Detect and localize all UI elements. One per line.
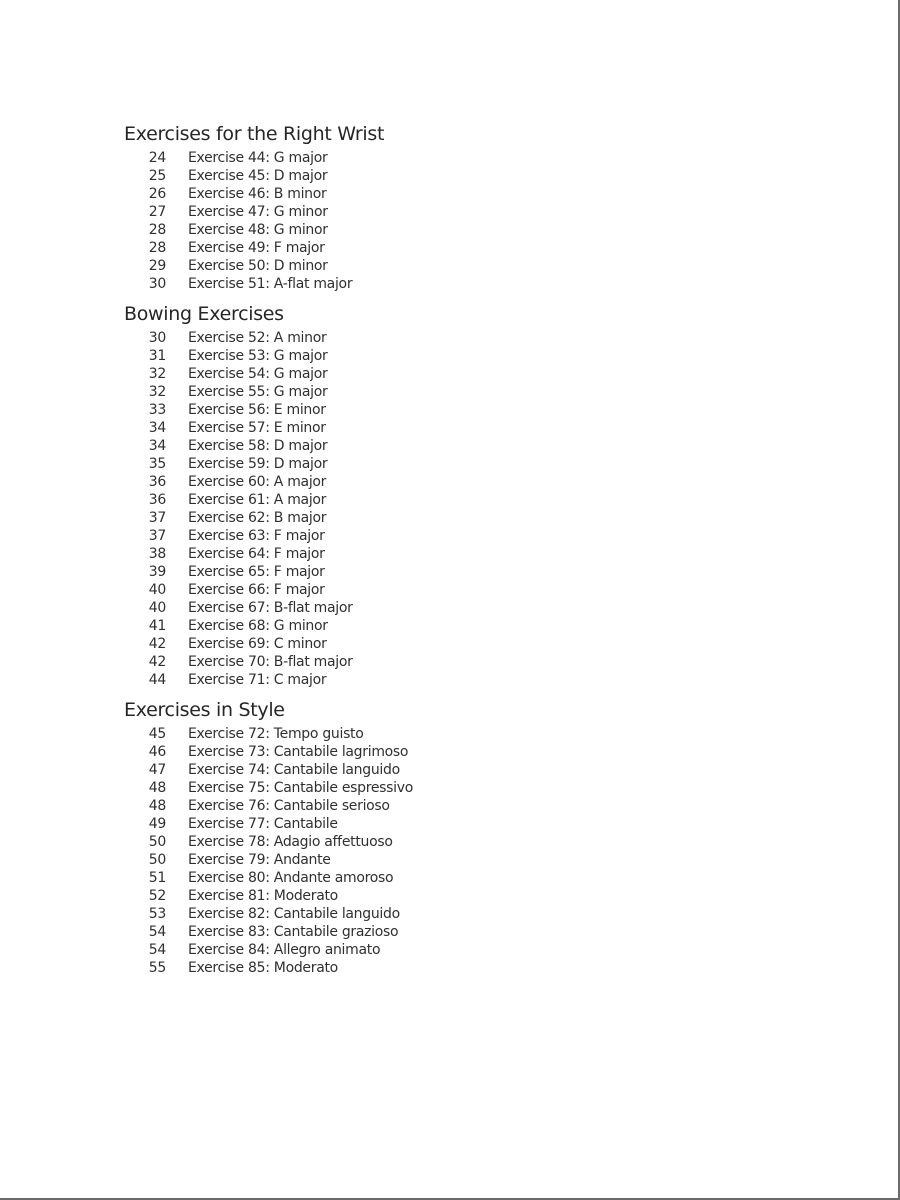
page-number: 27 (148, 204, 166, 220)
section-heading: Bowing Exercises (124, 303, 284, 325)
exercise-title: Exercise 47: G minor (188, 204, 328, 220)
toc-entry (124, 491, 744, 509)
toc-entry (124, 941, 744, 959)
page-number: 49 (148, 816, 166, 832)
exercise-title: Exercise 44: G major (188, 150, 328, 166)
toc-entry (124, 167, 744, 185)
section-heading: Exercises in Style (124, 699, 285, 721)
page-number: 36 (148, 474, 166, 490)
exercise-title: Exercise 51: A-flat major (188, 276, 353, 292)
page-number: 53 (148, 906, 166, 922)
toc-entry (124, 599, 744, 617)
page-number: 45 (148, 726, 166, 742)
toc-entry (124, 401, 744, 419)
page-number: 34 (148, 420, 166, 436)
toc-entry (124, 761, 744, 779)
exercise-title: Exercise 67: B-flat major (188, 600, 353, 616)
exercise-title: Exercise 73: Cantabile lagrimoso (188, 744, 409, 760)
exercise-title: Exercise 61: A major (188, 492, 327, 508)
toc-entry (124, 833, 744, 851)
toc-entry (124, 365, 744, 383)
toc-entry (124, 923, 744, 941)
page-number: 24 (148, 150, 166, 166)
exercise-title: Exercise 49: F major (188, 240, 325, 256)
exercise-title: Exercise 48: G minor (188, 222, 328, 238)
table-of-contents (124, 119, 744, 977)
toc-section (124, 299, 744, 689)
exercise-title: Exercise 78: Adagio affettuoso (188, 834, 393, 850)
page-number: 40 (148, 582, 166, 598)
page-number: 50 (148, 852, 166, 868)
exercise-title: Exercise 68: G minor (188, 618, 328, 634)
exercise-title: Exercise 50: D minor (188, 258, 328, 274)
page-number: 31 (148, 348, 166, 364)
exercise-title: Exercise 59: D major (188, 456, 328, 472)
toc-entry (124, 329, 744, 347)
exercise-title: Exercise 60: A major (188, 474, 327, 490)
exercise-title: Exercise 77: Cantabile (188, 816, 338, 832)
toc-entry (124, 149, 744, 167)
toc-entry (124, 887, 744, 905)
page-number: 36 (148, 492, 166, 508)
page-number: 54 (148, 942, 166, 958)
toc-entry (124, 869, 744, 887)
exercise-title: Exercise 83: Cantabile grazioso (188, 924, 399, 940)
toc-entry (124, 545, 744, 563)
exercise-title: Exercise 85: Moderato (188, 960, 338, 976)
exercise-title: Exercise 46: B minor (188, 186, 327, 202)
page-number: 30 (148, 276, 166, 292)
page-number: 32 (148, 366, 166, 382)
toc-entry (124, 221, 744, 239)
exercise-title: Exercise 84: Allegro animato (188, 942, 381, 958)
toc-entry (124, 527, 744, 545)
toc-entry (124, 959, 744, 977)
page-number: 39 (148, 564, 166, 580)
page-number: 28 (148, 222, 166, 238)
toc-entry (124, 779, 744, 797)
exercise-title: Exercise 82: Cantabile languido (188, 906, 400, 922)
exercise-title: Exercise 72: Tempo guisto (188, 726, 364, 742)
page-number: 25 (148, 168, 166, 184)
page-number: 42 (148, 654, 166, 670)
toc-entry (124, 185, 744, 203)
toc-entry (124, 509, 744, 527)
toc-entry (124, 239, 744, 257)
exercise-title: Exercise 66: F major (188, 582, 325, 598)
page-number: 52 (148, 888, 166, 904)
page-number: 30 (148, 330, 166, 346)
toc-entry (124, 635, 744, 653)
exercise-title: Exercise 52: A minor (188, 330, 327, 346)
toc-entry (124, 383, 744, 401)
toc-entry (124, 671, 744, 689)
page-number: 55 (148, 960, 166, 976)
page-number: 48 (148, 780, 166, 796)
toc-entry (124, 203, 744, 221)
page-number: 26 (148, 186, 166, 202)
toc-entry (124, 455, 744, 473)
page-number: 32 (148, 384, 166, 400)
toc-entry (124, 437, 744, 455)
exercise-title: Exercise 80: Andante amoroso (188, 870, 394, 886)
page-number: 50 (148, 834, 166, 850)
page-number: 28 (148, 240, 166, 256)
page-number: 42 (148, 636, 166, 652)
toc-entry (124, 275, 744, 293)
page-number: 48 (148, 798, 166, 814)
toc-entry (124, 473, 744, 491)
exercise-title: Exercise 58: D major (188, 438, 328, 454)
page-number: 37 (148, 528, 166, 544)
exercise-title: Exercise 56: E minor (188, 402, 326, 418)
exercise-title: Exercise 65: F major (188, 564, 325, 580)
exercise-title: Exercise 62: B major (188, 510, 327, 526)
exercise-title: Exercise 71: C major (188, 672, 327, 688)
page-number: 37 (148, 510, 166, 526)
page-number: 54 (148, 924, 166, 940)
toc-entry (124, 653, 744, 671)
toc-entry (124, 419, 744, 437)
page-number: 33 (148, 402, 166, 418)
exercise-title: Exercise 45: D major (188, 168, 328, 184)
page-number: 47 (148, 762, 166, 778)
toc-section (124, 119, 744, 293)
exercise-title: Exercise 63: F major (188, 528, 325, 544)
page-number: 41 (148, 618, 166, 634)
page-number: 35 (148, 456, 166, 472)
toc-entry (124, 257, 744, 275)
page-number: 40 (148, 600, 166, 616)
page-number: 29 (148, 258, 166, 274)
exercise-title: Exercise 53: G major (188, 348, 328, 364)
toc-entry (124, 581, 744, 599)
toc-entry (124, 815, 744, 833)
exercise-title: Exercise 70: B-flat major (188, 654, 353, 670)
exercise-title: Exercise 76: Cantabile serioso (188, 798, 390, 814)
exercise-title: Exercise 81: Moderato (188, 888, 338, 904)
page-number: 51 (148, 870, 166, 886)
page-number: 46 (148, 744, 166, 760)
page-number: 34 (148, 438, 166, 454)
exercise-title: Exercise 55: G major (188, 384, 328, 400)
exercise-title: Exercise 79: Andante (188, 852, 331, 868)
toc-entry (124, 563, 744, 581)
exercise-title: Exercise 75: Cantabile espressivo (188, 780, 413, 796)
exercise-title: Exercise 69: C minor (188, 636, 327, 652)
exercise-title: Exercise 64: F major (188, 546, 325, 562)
toc-entry (124, 851, 744, 869)
toc-entry (124, 347, 744, 365)
exercise-title: Exercise 74: Cantabile languido (188, 762, 400, 778)
exercise-title: Exercise 54: G major (188, 366, 328, 382)
toc-entry (124, 905, 744, 923)
toc-entry (124, 725, 744, 743)
toc-entry (124, 617, 744, 635)
section-heading: Exercises for the Right Wrist (124, 123, 385, 145)
toc-entry (124, 797, 744, 815)
exercise-title: Exercise 57: E minor (188, 420, 326, 436)
page-number: 44 (148, 672, 166, 688)
toc-section (124, 695, 744, 977)
page-number: 38 (148, 546, 166, 562)
toc-entry (124, 743, 744, 761)
